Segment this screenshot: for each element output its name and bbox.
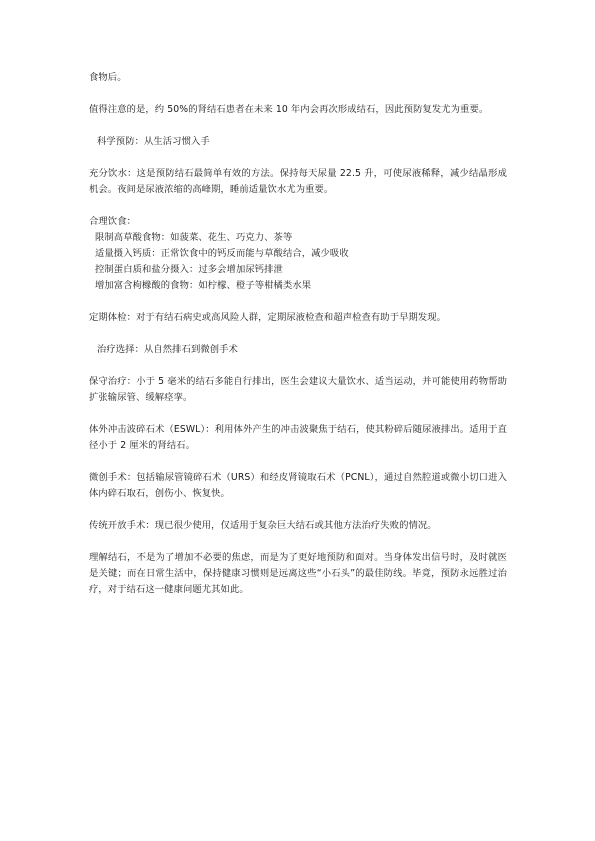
list-item: 控制蛋白质和盐分摄入：过多会增加尿钙排泄 bbox=[95, 264, 283, 275]
paragraph-recurrence-note: 值得注意的是，约 50%的肾结石患者在未来 10 年内会再次形成结石，因此预防复发尤为重要。 bbox=[89, 104, 489, 115]
section-heading-treatment: 治疗选择：从自然排石到微创手术 bbox=[97, 344, 238, 355]
paragraph-continuation: 食物后。 bbox=[89, 72, 127, 83]
list-item: 适量摄入钙质：正常饮食中的钙反而能与草酸结合，减少吸收 bbox=[95, 248, 349, 259]
paragraph-checkup: 定期体检：对于有结石病史或高风险人群，定期尿液检查和超声检查有助于早期发现。 bbox=[89, 312, 447, 323]
list-item: 限制高草酸食物：如菠菜、花生、巧克力、茶等 bbox=[95, 232, 293, 243]
paragraph-conclusion: 理解结石，不是为了增加不必要的焦虑，而是为了更好地预防和面对。当身体发出信号时，及时就医是关键；而在日常生活中，保持健康习惯则是远离这些“小石头”的最佳防线。毕竟，预防永远胜过治疗，对于结石这一健康问题尤其如此。 bbox=[89, 552, 507, 595]
diet-list-title: 合理饮食： bbox=[89, 216, 136, 227]
paragraph-drink-water: 充分饮水：这是预防结石最简单有效的方法。保持每天尿量 22.5 升，可使尿液稀释，减少结晶形成机会。夜间是尿液浓缩的高峰期，睡前适量饮水尤为重要。 bbox=[89, 168, 507, 195]
diet-list bbox=[89, 230, 507, 294]
section-heading-prevention: 科学预防：从生活习惯入手 bbox=[97, 136, 210, 147]
paragraph-conservative-treatment: 保守治疗：小于 5 毫米的结石多能自行排出，医生会建议大量饮水、适当运动，并可能使用药物帮助扩张输尿管、缓解痉挛。 bbox=[89, 376, 507, 403]
document-body bbox=[89, 70, 507, 614]
paragraph-eswl: 体外冲击波碎石术（ESWL）：利用体外产生的冲击波聚焦于结石，使其粉碎后随尿液排出。适用于直径小于 2 厘米的肾结石。 bbox=[89, 424, 507, 451]
paragraph-open-surgery: 传统开放手术：现已很少使用，仅适用于复杂巨大结石或其他方法治疗失败的情况。 bbox=[89, 520, 437, 531]
paragraph-minimally-invasive: 微创手术：包括输尿管镜碎石术（URS）和经皮肾镜取石术（PCNL），通过自然腔道或微小切口进入体内碎石取石，创伤小、恢复快。 bbox=[89, 472, 507, 499]
list-item: 增加富含枸橼酸的食物：如柠檬、橙子等柑橘类水果 bbox=[95, 280, 312, 291]
